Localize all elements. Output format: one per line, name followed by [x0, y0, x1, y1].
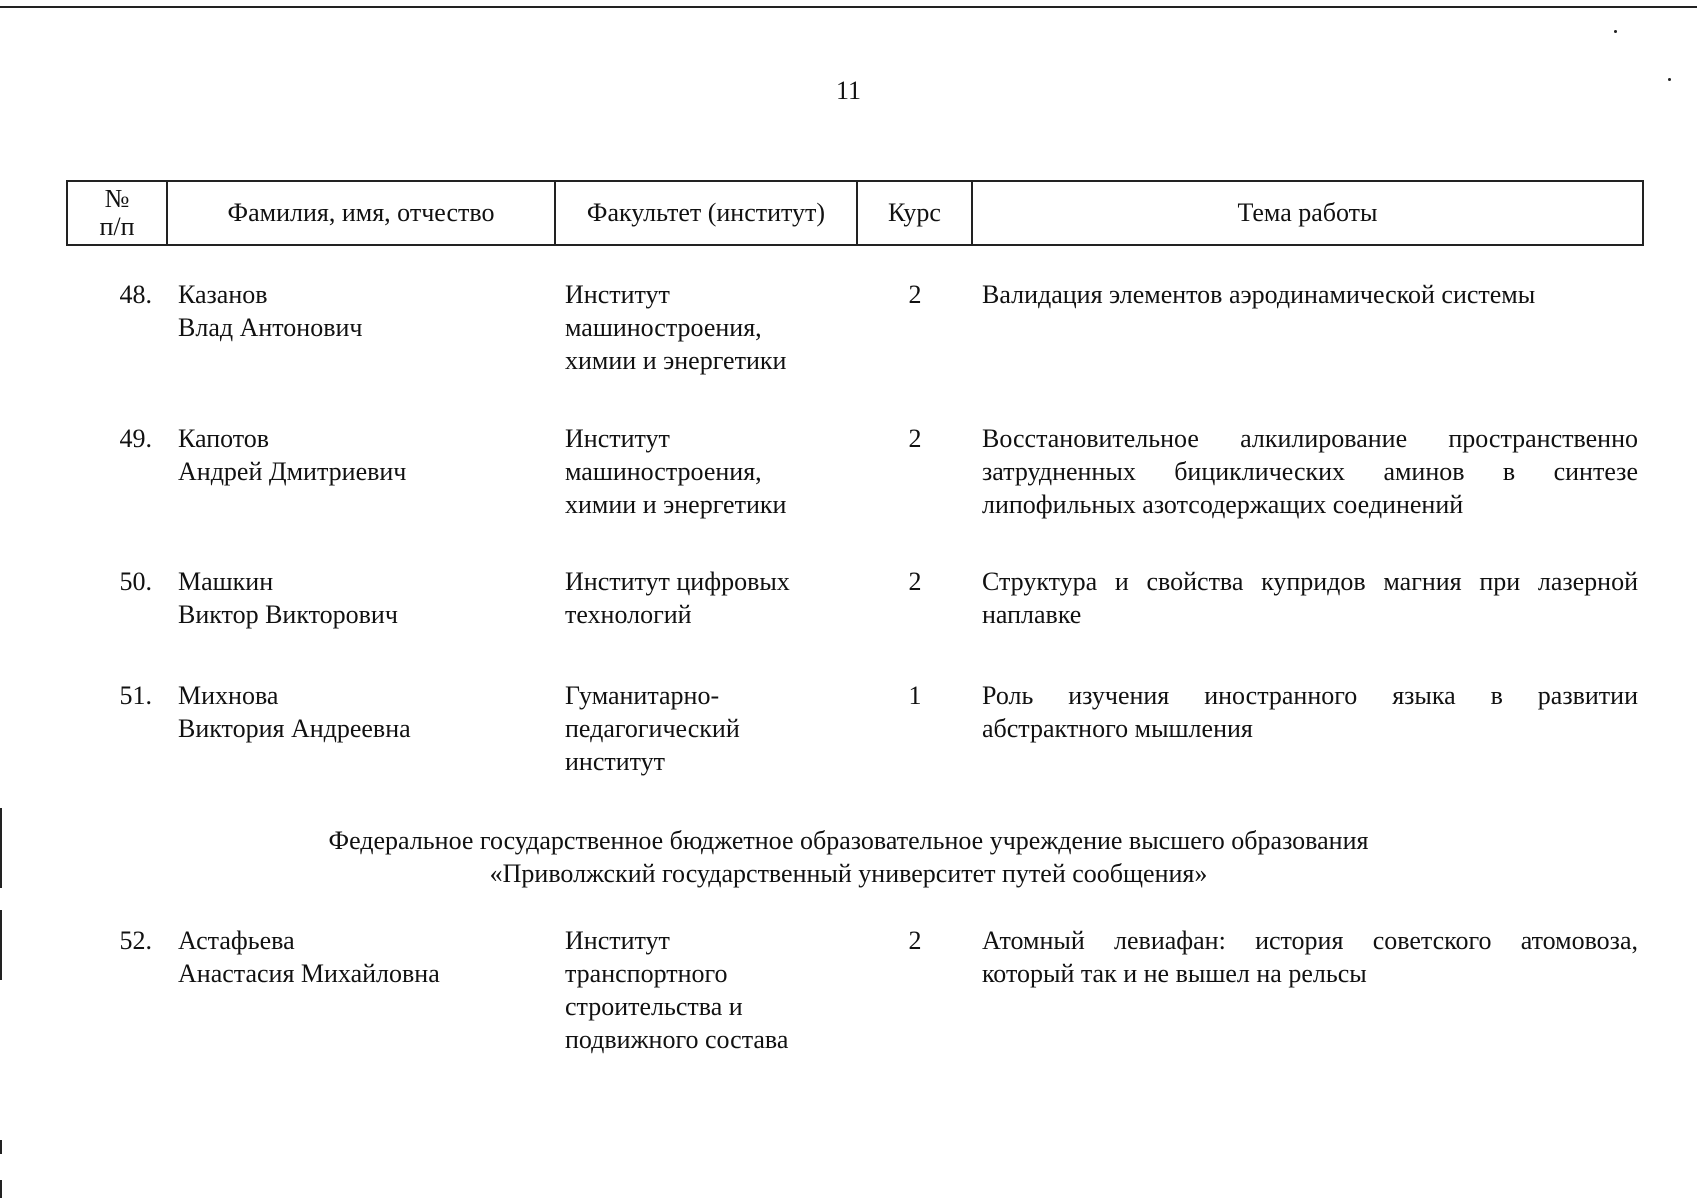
faculty-line: Гуманитарно-: [565, 681, 720, 710]
topic-line: Валидация элементов аэродинамической системы: [982, 280, 1536, 309]
faculty-line: химии и энергетики: [565, 346, 787, 375]
header-faculty: Факультет (институт): [556, 182, 858, 244]
faculty-line: подвижного состава: [565, 1025, 789, 1054]
course: 2: [908, 567, 922, 596]
student-surname: Капотов: [178, 424, 270, 453]
faculty: [565, 565, 865, 631]
row-number: 51.: [119, 681, 152, 710]
faculty-line: транспортного: [565, 959, 728, 988]
student-given-names: Анастасия Михайловна: [178, 959, 440, 988]
row-number: 52.: [119, 926, 152, 955]
topic-line: Структура и свойства купридов магния при лазерной: [982, 567, 1638, 596]
faculty-line: машиностроения,: [565, 313, 762, 342]
course: 2: [908, 926, 922, 955]
work-topic: [982, 422, 1638, 521]
student-name: [178, 565, 538, 631]
faculty: [565, 422, 865, 521]
student-given-names: Виктор Викторович: [178, 600, 398, 629]
faculty-line: Институт: [565, 926, 670, 955]
scan-edge-mark: [0, 910, 2, 980]
topic-line: наплавке: [982, 600, 1082, 629]
topic-line: Роль изучения иностранного языка в развитии: [982, 681, 1638, 710]
topic-line: затрудненных бициклических аминов в синтезе: [982, 457, 1638, 486]
student-surname: Михнова: [178, 681, 279, 710]
table-header: [66, 180, 1644, 246]
faculty-line: педагогический: [565, 714, 740, 743]
faculty-line: институт: [565, 747, 666, 776]
work-topic: [982, 679, 1638, 745]
header-number-symbol: №: [104, 184, 130, 213]
student-given-names: Влад Антонович: [178, 313, 363, 342]
faculty-line: машиностроения,: [565, 457, 762, 486]
header-course: Курс: [858, 182, 973, 244]
work-topic: [982, 278, 1638, 311]
course: 1: [908, 681, 922, 710]
faculty: [565, 679, 865, 778]
header-name: Фамилия, имя, отчество: [168, 182, 556, 244]
faculty-line: химии и энергетики: [565, 490, 787, 519]
row-number: 48.: [119, 280, 152, 309]
scan-speck: [1614, 30, 1617, 33]
student-name: [178, 679, 538, 745]
faculty-line: Институт цифровых: [565, 567, 790, 596]
header-number: [68, 182, 168, 244]
work-topic: [982, 565, 1638, 631]
faculty-line: Институт: [565, 280, 670, 309]
topic-line: абстрактного мышления: [982, 714, 1253, 743]
student-name: [178, 924, 538, 990]
topic-line: Восстановительное алкилирование пространственно: [982, 424, 1638, 453]
page-number: 11: [835, 76, 862, 105]
student-surname: Казанов: [178, 280, 268, 309]
course: 2: [908, 424, 922, 453]
faculty: [565, 278, 865, 377]
header-number-abbrev: п/п: [99, 212, 135, 241]
organization-line: Федеральное государственное бюджетное образовательное учреждение высшего образования: [328, 826, 1369, 855]
scan-edge-mark: [0, 1140, 2, 1154]
topic-line: Атомный левиафан: история советского атомовоза,: [982, 926, 1638, 955]
header-topic: Тема работы: [1237, 198, 1378, 227]
organization-heading: [0, 824, 1697, 890]
scan-edge-mark: [0, 1180, 2, 1198]
faculty-line: технологий: [565, 600, 692, 629]
student-surname: Астафьева: [178, 926, 295, 955]
faculty-line: строительства и: [565, 992, 743, 1021]
work-topic: [982, 924, 1638, 990]
student-given-names: Андрей Дмитриевич: [178, 457, 407, 486]
row-number: 50.: [119, 567, 152, 596]
student-surname: Машкин: [178, 567, 274, 596]
faculty: [565, 924, 865, 1056]
student-given-names: Виктория Андреевна: [178, 714, 411, 743]
organization-name: «Приволжский государственный университет путей сообщения»: [489, 859, 1208, 888]
topic-line: липофильных азотсодержащих соединений: [982, 490, 1464, 519]
course: 2: [908, 280, 922, 309]
faculty-line: Институт: [565, 424, 670, 453]
student-name: [178, 422, 538, 488]
topic-line: который так и не вышел на рельсы: [982, 959, 1367, 988]
top-rule: [0, 6, 1697, 8]
row-number: 49.: [119, 424, 152, 453]
student-name: [178, 278, 538, 344]
